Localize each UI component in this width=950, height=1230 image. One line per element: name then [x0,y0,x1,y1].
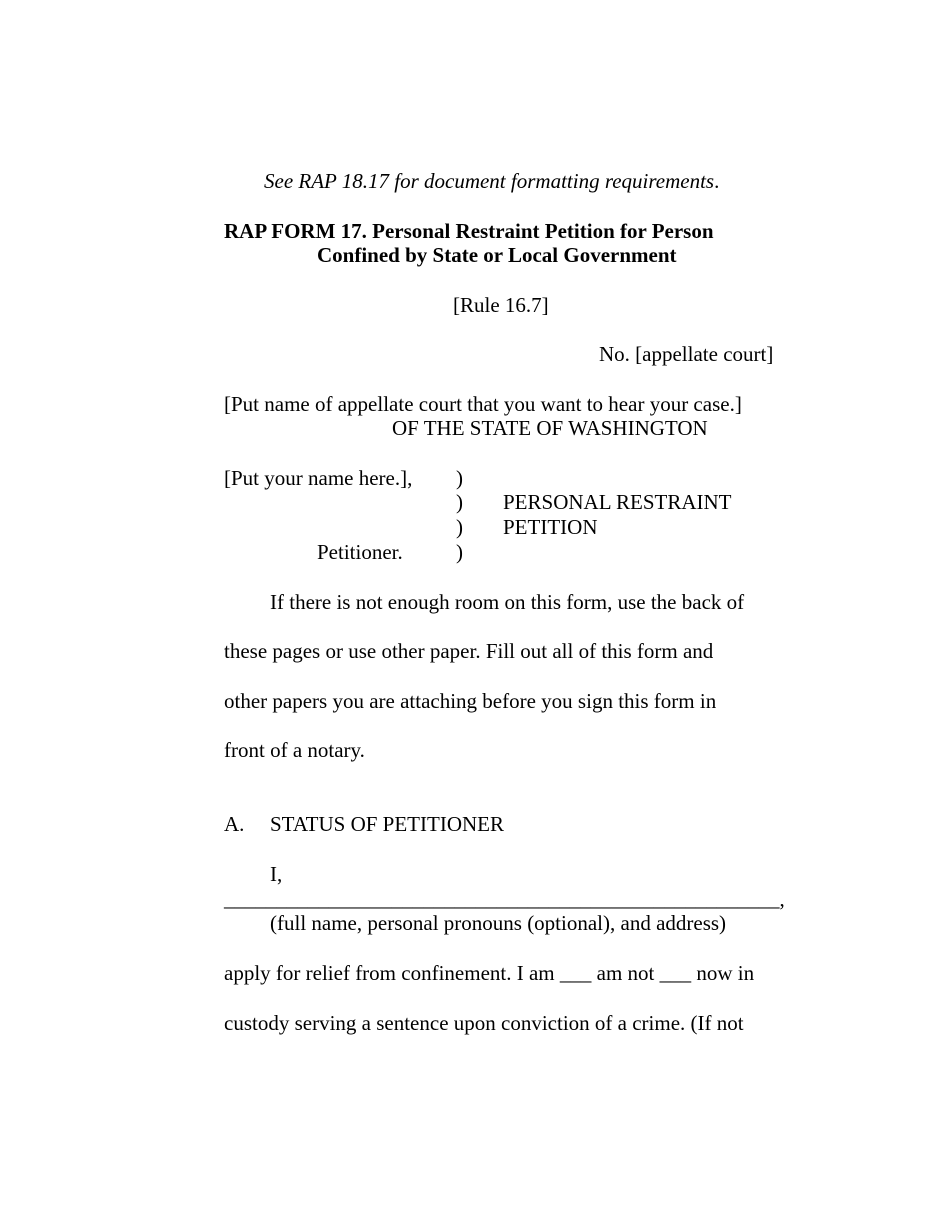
instructions-line-1: If there is not enough room on this form, use the back of [270,590,745,614]
document-title-line-1: PERSONAL RESTRAINT [503,490,732,514]
instructions-line-3: other papers you are attaching before you sign this form in [224,689,717,713]
court-state: OF THE STATE OF WASHINGTON [392,416,708,440]
caption-paren: ) [456,466,463,490]
i-label: I, [270,862,283,886]
caption-paren: ) [456,540,463,564]
status-line-2: custody serving a sentence upon conviction of a crime. (If not [224,1011,744,1035]
section-a-heading: STATUS OF PETITIONER [270,812,504,836]
petitioner-name-placeholder: [Put your name here.], [224,466,413,490]
caption-paren: ) [456,515,463,539]
formatting-note [264,169,719,193]
instructions-line-2: these pages or use other paper. Fill out all of this form and [224,639,714,663]
status-line-1: apply for relief from confinement. I am ___ am not ___ now in [224,961,755,985]
formatting-note-period: . [714,169,720,193]
caption-paren: ) [456,490,463,514]
full-name-hint: (full name, personal pronouns (optional), and address) [270,911,727,935]
petitioner-label: Petitioner. [317,540,403,564]
full-name-blank[interactable]: _____________________________________________________, [224,887,785,911]
form-title-line-1: RAP FORM 17. Personal Restraint Petition for Person [224,219,714,243]
court-name-instruction: [Put name of appellate court that you want to hear your case.] [224,392,742,416]
instructions-line-4: front of a notary. [224,738,365,762]
formatting-note-text: See RAP 18.17 for document formatting requirements [264,169,715,193]
section-a-letter: A. [224,812,245,836]
document-title-line-2: PETITION [503,515,598,539]
form-title-line-2: Confined by State or Local Government [317,243,677,267]
rule-reference: [Rule 16.7] [453,293,549,317]
case-number: No. [appellate court] [599,342,774,366]
